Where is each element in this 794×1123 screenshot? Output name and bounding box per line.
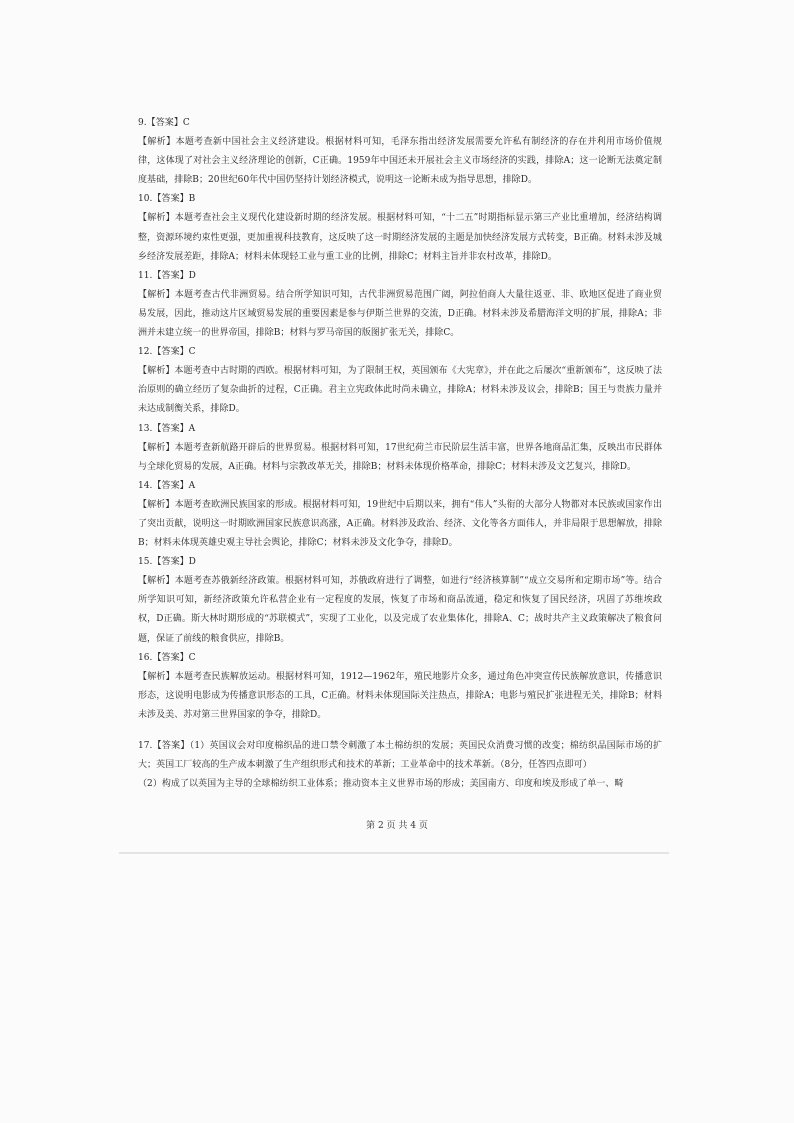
answer-line: 14.【答案】A — [138, 480, 196, 491]
answer-line: 12.【答案】C — [138, 347, 196, 358]
question-17 — [138, 737, 662, 794]
answer-line: 17.【答案】（1）英国议会对印度棉织品的进口禁令刺激了本土棉纺织的发展；英国民众消费习惯的改变；棉纺织品国际市场的扩大；英国工厂较高的生产成本刺激了生产组织形式和技术的革新；工业革命中的技术革新。（8分，任答四点即可） — [138, 741, 662, 771]
analysis-text: 【解析】本题考查社会主义现代化建设新时期的经济发展。根据材料可知，“十二五”时期指标显示第三产业比重增加，经济结构调整，资源环境约束性更强，更加重视科技教育，这反映了这一时期经济发展的主题是加快经济发展方式转变，B正确。材料未涉及城乡经济发展差距，排除A；材料未体现轻工业与重工业的比例，排除C；材料主旨并非农村改革，排除D。 — [138, 213, 662, 262]
question-12 — [138, 343, 662, 419]
question-16 — [138, 649, 662, 725]
question-10 — [138, 190, 662, 266]
question-15 — [138, 553, 662, 648]
answer-line: 15.【答案】D — [138, 557, 196, 568]
page-number: 第 2 页 共 4 页 — [366, 821, 428, 831]
answer-line: 10.【答案】B — [138, 194, 196, 205]
answer-line: 13.【答案】A — [138, 423, 196, 434]
answer-line: 9.【答案】C — [138, 118, 190, 128]
question-13 — [138, 420, 662, 477]
question-11 — [138, 267, 662, 343]
analysis-text: 【解析】本题考查中古时期的西欧。根据材料可知，为了限制王权，英国颁布《大宪章》，并在此之后屡次“重新颁布”，这反映了法治原则的确立经历了复杂曲折的过程，C正确。君主立宪政体此时尚未确立，排除A；材料未涉及议会，排除B；国王与贵族力量并未达成制衡关系，排除D。 — [138, 366, 662, 415]
answer-line: 11.【答案】D — [138, 270, 196, 281]
answer-content — [138, 114, 662, 794]
analysis-text: 【解析】本题考查民族解放运动。根据材料可知，1912—1962年，殖民地影片众多，通过角色冲突宣传民族解放意识，传播意识形态，这说明电影成为传播意识形态的工具，C正确。材料未体现国际关注热点，排除A；电影与殖民扩张进程无关，排除B；材料未涉及美、苏对第三世界国家的争夺，排除D。 — [138, 671, 662, 720]
spacer — [138, 725, 662, 737]
question-14 — [138, 477, 662, 553]
page-divider — [119, 852, 669, 854]
answer-part-2: （2）构成了以英国为主导的全球棉纺织工业体系；推动资本主义世界市场的形成；美国南方、印度和埃及形成了单一、畸 — [138, 779, 624, 790]
analysis-text: 【解析】本题考查苏俄新经济政策。根据材料可知，苏俄政府进行了调整，如进行“经济核算制”“成立交易所和定期市场”等。结合所学知识可知，新经济政策允许私营企业有一定程度的发展，恢复了市场和商品流通，稳定和恢复了国民经济，巩固了苏维埃政权，D正确。斯大林时期形成的“苏联模式”，实现了工业化，以及完成了农业集体化，排除A、C；战时共产主义政策解决了粮食问题，保证了前线的粮食供应，排除B。 — [138, 576, 662, 644]
answer-line: 16.【答案】C — [138, 652, 196, 663]
analysis-text: 【解析】本题考查新航路开辟后的世界贸易。根据材料可知，17世纪荷兰市民阶层生活丰富，世界各地商品汇集，反映出市民群体与全球化贸易的发展，A正确。材料与宗教改革无关，排除B；材料未体现价格革命，排除C；材料未涉及文艺复兴，排除D。 — [138, 442, 662, 472]
question-9 — [138, 114, 662, 190]
analysis-text: 【解析】本题考查欧洲民族国家的形成。根据材料可知，19世纪中后期以来，拥有“伟人”头衔的大部分人物都对本民族或国家作出了突出贡献，说明这一时期欧洲国家民族意识高涨，A正确。材料涉及政治、经济、文化等各方面伟人，并非局限于思想解放，排除B；材料未体现英雄史观主导社会舆论，排除C；材料未涉及文化争夺，排除D。 — [138, 499, 662, 549]
analysis-text: 【解析】本题考查古代非洲贸易。结合所学知识可知，古代非洲贸易范围广阔，阿拉伯商人大量往返亚、非、欧地区促进了商业贸易发展，因此，推动这片区域贸易发展的重要因素是参与伊斯兰世界的交流，D正确。材料未涉及希腊海洋文明的扩展，排除A；非洲并未建立统一的世界帝国，排除B；材料与罗马帝国的版图扩张无关，排除C。 — [138, 289, 662, 339]
analysis-text: 【解析】本题考查新中国社会主义经济建设。根据材料可知，毛泽东指出经济发展需要允许私有制经济的存在并利用市场价值规律，这体现了对社会主义经济理论的创新，C正确。1959年中国还未开展社会主义市场经济的实践，排除A；这一论断无法奠定制度基础，排除B；20世纪60年代中国仍坚持计划经济模式，说明这一论断未成为指导思想，排除D。 — [138, 137, 662, 186]
